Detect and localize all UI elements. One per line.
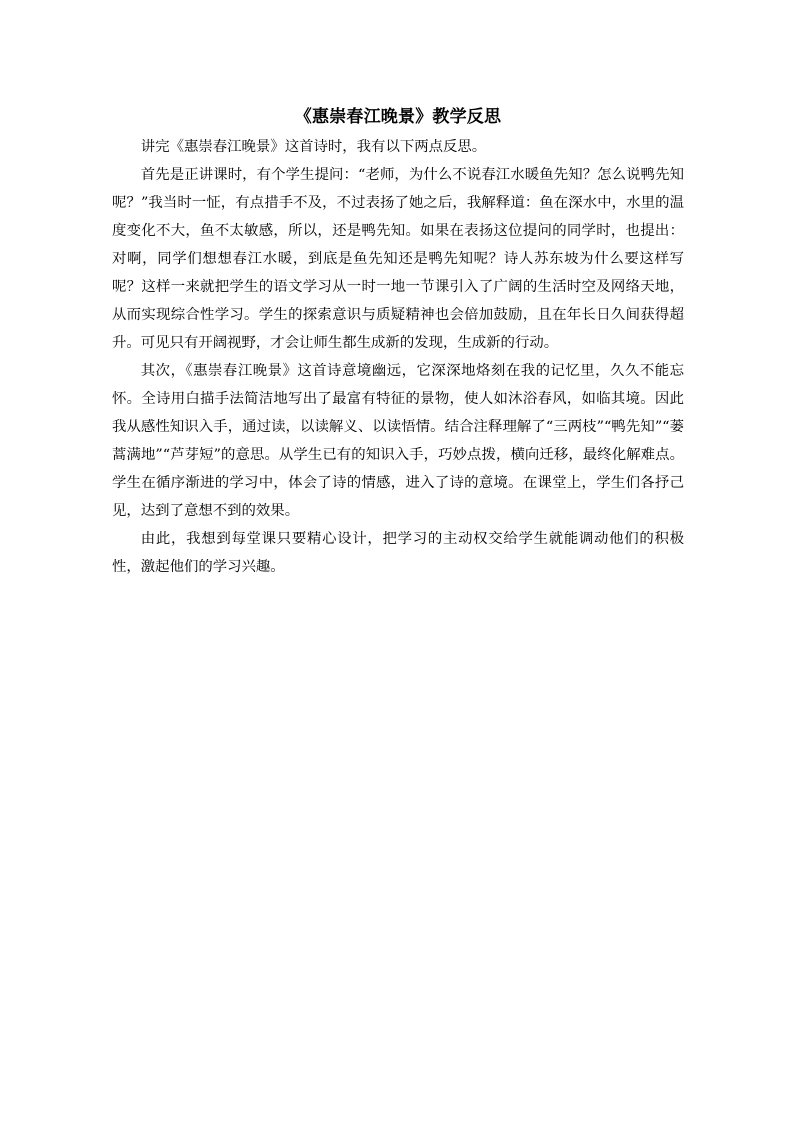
paragraph-second-reflection: 其次，《惠崇春江晚景》这首诗意境幽远，它深深地烙刻在我的记忆里，久久不能忘怀。全诗用白描手法简洁地写出了最富有特征的景物，使人如沐浴春风，如临其境。因此我从感性知识入手，通过读，以读解义、以读悟情。结合注释理解了“三两枝”“鸭先知”“蒌蒿满地”“芦芽短”的意思。从学生已有的知识入手，巧妙点拨，横向迁移，最终化解难点。学生在循序渐进的学习中，体会了诗的情感，进入了诗的意境。在课堂上，学生们各抒己见，达到了意想不到的效果。 xyxy=(112,363,684,519)
paragraph-conclusion: 由此，我想到每堂课只要精心设计，把学习的主动权交给学生就能调动他们的积极性，激起他们的学习兴趣。 xyxy=(112,531,684,575)
document-page xyxy=(112,104,684,581)
paragraph-intro: 讲完《惠崇春江晚景》这首诗时，我有以下两点反思。 xyxy=(140,139,487,155)
document-title: 《惠崇春江晚景》教学反思 xyxy=(294,107,502,127)
paragraph-first-reflection: 首先是正讲课时，有个学生提问：“老师，为什么不说春江水暖鱼先知？怎么说鸭先知呢？”我当时一怔，有点措手不及，不过表扬了她之后，我解释道：鱼在深水中，水里的温度变化不大，鱼不太敏感，所以，还是鸭先知。如果在表扬这位提问的同学时，也提出：对啊，同学们想想春江水暖，到底是鱼先知还是鸭先知呢？诗人苏东坡为什么要这样写呢？这样一来就把学生的语文学习从一时一地一节课引入了广阔的生活时空及网络天地，从而实现综合性学习。学生的探索意识与质疑精神也会倍加鼓励，且在年长日久间获得超升。可见只有开阔视野，才会让师生都生成新的发现，生成新的行动。 xyxy=(112,167,684,351)
